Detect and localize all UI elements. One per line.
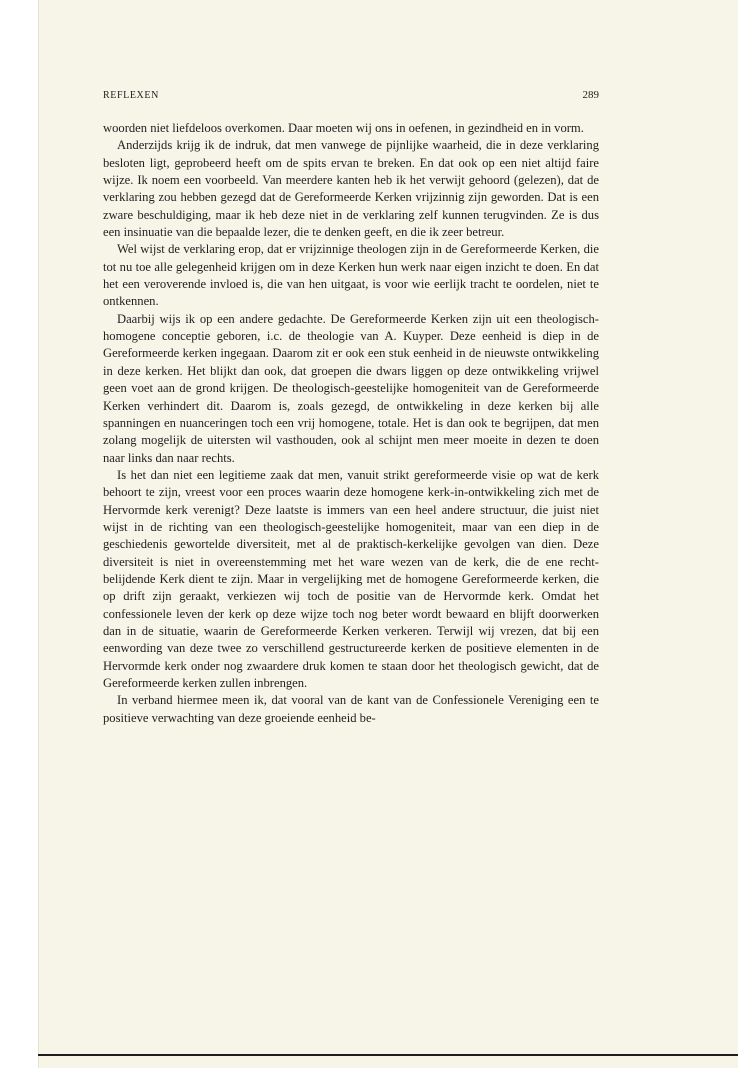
paragraph: Daarbij wijs ik op een andere gedachte. De Gereformeerde Kerken zijn uit een theologisch-homogene conceptie geboren, i.c. de theologie van A. Kuyper. Deze eenheid is diep in de Gereformeerde kerken ingegaan. Daarom zit er ook een stuk eenheid in de nieuwste ontwikkeling in deze kerken. Het blijkt dan ook, dat groepen die dwars liggen op deze ontwikkeling vrijwel geen voet aan de grond krijgen. De theologisch-geestelijke homogeniteit van de Gereformeerde Kerken verhindert dit. Daarom is, zoals gezegd, de ontwikkeling in deze kerken bij alle spanningen en nuanceringen toch een vrij homogene, totale. Het is dan ook te begrijpen, dat men zolang mogelijk de uitersten wil vasthouden, ook al schijnt men meer moeite in dezen te doen naar links dan naar rechts. <box>103 311 599 465</box>
paragraph: woorden niet liefdeloos overkomen. Daar moeten wij ons in oefenen, in gezindheid en in vorm. <box>103 121 584 135</box>
page-number: 289 <box>582 89 599 101</box>
paragraph: Anderzijds krijg ik de indruk, dat men vanwege de pijnlijke waarheid, die in deze verklaring besloten ligt, geprobeerd heeft om de spits ervan te breken. En dat ook op een niet altijd faire wijze. Ik noem een voorbeeld. Van meerdere kanten heb ik het verwijt gehoord (gelezen), dat de verklaring zou hebben gezegd dat de Gereformeerde Kerken vrijzinnig zijn geworden. Dat is een zware beschuldiging, maar ik heb deze niet in de verklaring zelf kunnen terugvinden. Ze is dus een insinuatie van die bepaalde lezer, die te denken geeft, en die ik zeer betreur. <box>103 138 599 240</box>
paragraph: In verband hiermee meen ik, dat vooral van de kant van de Confessionele Vereniging een te positieve verwachting van deze groeiende eenheid be- <box>103 693 599 725</box>
body-text <box>103 120 599 727</box>
page-header <box>103 89 599 101</box>
page-bottom-edge <box>38 1054 738 1056</box>
paragraph: Is het dan niet een legitieme zaak dat men, vanuit strikt gereformeerde visie op wat de kerk behoort te zijn, vreest voor een proces waarin deze homogene kerk-in-ontwikkeling zich met de Hervormde kerk verenigt? Deze laatste is immers van een heel andere structuur, die juist niet wijst in de richting van een theologisch-geestelijke homogeniteit, maar van een diep in de geschiedenis gewortelde diversiteit, met al de praktisch-kerkelijke gevolgen van dien. Deze diversiteit is niet in overeenstemming met het ware wezen van de kerk, die de ene recht-belijdende Kerk dient te zijn. Maar in vergelijking met de homogene Gereformeerde kerken, die op drift zijn geraakt, verkiezen wij toch de positie van de Hervormde kerk. Omdat het confessionele leven der kerk op deze wijze toch nog beter wordt bewaard en blijft doorwerken dan in de situatie, waarin de Gereformeerde Kerken verkeren. Terwijl wij vrezen, dat bij een eenwording van deze twee zo verschillend gestructureerde kerken de positieve elementen in de Hervormde kerk onder nog zwaardere druk komen te staan door het theologisch gewicht, dat de Gereformeerde kerken zullen inbrengen. <box>103 467 599 690</box>
paragraph: Wel wijst de verklaring erop, dat er vrijzinnige theologen zijn in de Gereformeerde Kerken, die tot nu toe alle gelegenheid krijgen om in deze Kerken hun werk naar eigen inzicht te doen. En dat het een veroverende invloed is, die van hen uitgaat, is voor wie eerlijk tracht te oordelen, niet te ontkennen. <box>103 242 599 309</box>
running-head: REFLEXEN <box>103 90 159 101</box>
